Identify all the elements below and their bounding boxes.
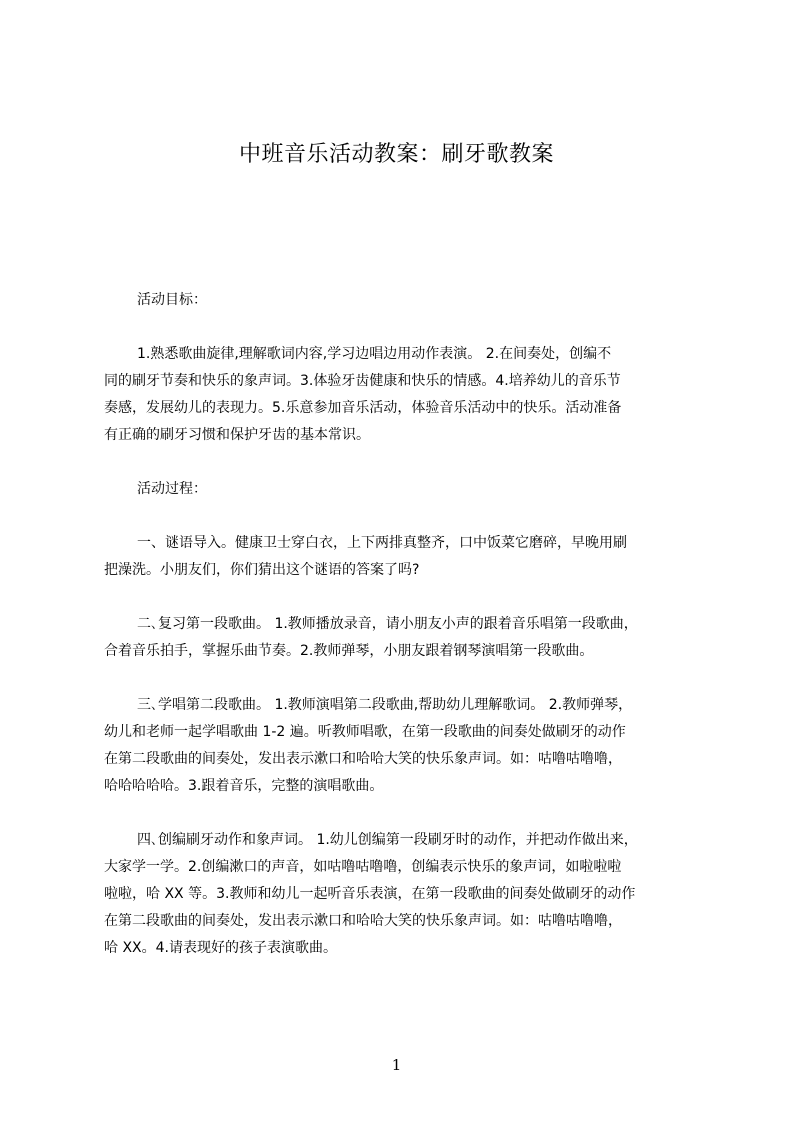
process-heading: 活动过程： xyxy=(137,481,207,497)
section-4-line: 在第二段歌曲的间奏处，发出表示漱口和哈哈大笑的快乐象声词。如：咕噜咕噜噜， xyxy=(104,913,622,929)
section-4-line: 哈 XX。4.请表现好的孩子表演歌曲。 xyxy=(104,940,337,956)
goals-line: 奏感，发展幼儿的表现力。5.乐意参加音乐活动，体验音乐活动中的快乐。活动准备 xyxy=(104,400,622,416)
section-1-line: 一、谜语导入。健康卫士穿白衣，上下两排真整齐，口中饭菜它磨碎，早晚用刷 xyxy=(137,535,627,551)
section-3-line: 在第二段歌曲的间奏处，发出表示漱口和哈哈大笑的快乐象声词。如：咕噜咕噜噜， xyxy=(104,751,622,767)
page-number: 1 xyxy=(391,1056,402,1074)
goals-line: 同的刷牙节奏和快乐的象声词。3.体验牙齿健康和快乐的情感。4.培养幼儿的音乐节 xyxy=(104,373,621,389)
section-3-line: 三､学唱第二段歌曲。 1.教师演唱第二段歌曲,帮助幼儿理解歌词。 2.教师弹琴， xyxy=(137,697,633,713)
section-1-line: 把澡洗。小朋友们，你们猜出这个谜语的答案了吗? xyxy=(104,562,420,578)
section-3-line: 哈哈哈哈哈。3.跟着音乐，完整的演唱歌曲。 xyxy=(104,778,384,794)
section-4-line: 四､创编刷牙动作和象声词。 1.幼儿创编第一段刷牙时的动作，并把动作做出来， xyxy=(137,832,638,848)
goals-heading: 活动目标： xyxy=(137,292,207,308)
section-2-line: 二､复习第一段歌曲。 1.教师播放录音，请小朋友小声的跟着音乐唱第一段歌曲， xyxy=(137,616,638,632)
section-2-line: 合着音乐拍手，掌握乐曲节奏。2.教师弹琴，小朋友跟着钢琴演唱第一段歌曲。 xyxy=(104,643,594,659)
section-4-line: 大家学一学。2.创编漱口的声音，如咕噜咕噜噜，创编表示快乐的象声词，如啦啦啦 xyxy=(104,859,622,875)
goals-line: 有正确的刷牙习惯和保护牙齿的基本常识。 xyxy=(104,427,370,443)
section-3-line: 幼儿和老师一起学唱歌曲 1-2 遍。听教师唱歌，在第一段歌曲的间奏处做刷牙的动作 xyxy=(104,724,626,740)
document-title: 中班音乐活动教案：刷牙歌教案 xyxy=(238,142,554,167)
goals-line: 1.熟悉歌曲旋律,理解歌词内容,学习边唱边用动作表演。 2.在间奏处，创编不 xyxy=(137,346,612,362)
section-4-line: 啦啦，哈 XX 等。3.教师和幼儿一起听音乐表演，在第一段歌曲的间奏处做刷牙的动作 xyxy=(104,886,636,902)
